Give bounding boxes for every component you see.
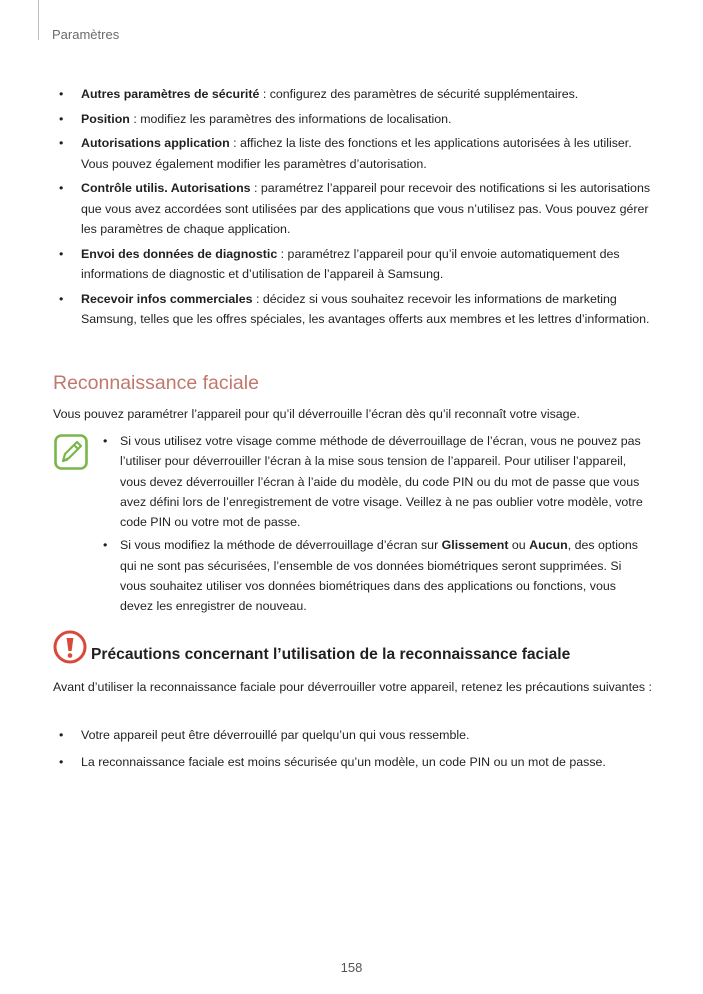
- bullet-mark: •: [103, 538, 108, 553]
- item-term: Contrôle utilis. Autorisations: [81, 181, 251, 195]
- page-number: 158: [340, 960, 363, 975]
- item-term: Envoi des données de diagnostic: [81, 246, 278, 261]
- list-item: [57, 725, 657, 746]
- bullet-mark: •: [59, 87, 64, 101]
- bullet-mark: •: [59, 136, 64, 150]
- option-glissement: Glissement: [441, 538, 509, 553]
- item-term: Position: [81, 111, 130, 126]
- warning-bullet-list: [57, 725, 657, 778]
- bullet-mark: •: [59, 181, 64, 195]
- list-item: [57, 84, 657, 105]
- bullet-mark: •: [59, 754, 64, 769]
- item-text: : paramétrez l’appareil pour qu’il envoie automatiquement des informations de diagnostic et d’utilisation de l’appareil à Samsung.: [81, 246, 620, 281]
- page-header: Paramètres: [52, 27, 120, 42]
- bullet-mark: •: [103, 434, 108, 448]
- option-aucun: Aucun: [529, 538, 568, 553]
- corner-crop-line: [38, 0, 39, 40]
- item-text: : affichez la liste des fonctions et les applications autorisées à les utiliser. Vous pouvez également modifier les paramètres d’autorisation.: [81, 136, 632, 171]
- bullet-mark: •: [59, 291, 64, 306]
- item-text: : décidez si vous souhaitez recevoir les informations de marketing Samsung, telles que les offres spéciales, les avantages offerts aux membres et les lettres d’information.: [81, 291, 650, 326]
- note-text: ou: [508, 538, 530, 553]
- bullet-mark: •: [59, 246, 64, 261]
- item-text: : modifiez les paramètres des informations de localisation.: [129, 111, 452, 126]
- warning-intro: Avant d’utiliser la reconnaissance faciale pour déverrouiller votre appareil, retenez les précautions suivantes :: [53, 680, 652, 694]
- list-item: [57, 178, 657, 240]
- note-text: Si vous modifiez la méthode de déverrouillage d’écran sur: [120, 538, 442, 553]
- warning-icon: [53, 630, 87, 664]
- list-item: [57, 752, 657, 773]
- note-text: Si vous utilisez votre visage comme méthode de déverrouillage de l’écran, vous ne pouvez pas l’utiliser pour déverrouiller l’écran à la mise sous tension de l’appareil. Pour utiliser l’appareil, vous devez déverrouiller l’écran à l’aide du modèle, du code PIN ou du mot de passe que vous avez défini lors de l’enregistrement de votre visage. Veillez à ne pas oublier votre modèle, votre code PIN ou votre mot de passe.: [120, 434, 643, 530]
- note-bullet-list: [103, 431, 643, 620]
- list-item: [103, 535, 643, 616]
- bullet-mark: •: [59, 111, 64, 126]
- item-term: Autres paramètres de sécurité: [81, 87, 260, 101]
- note-pencil-icon: [54, 434, 88, 470]
- item-text: : paramétrez l’appareil pour recevoir des notifications si les autorisations que vous avez accordées sont utilisées par des applications que vous n’utilisez pas. Vous pouvez gérer les paramètres de chaque application.: [81, 181, 651, 236]
- item-term: Recevoir infos commerciales: [81, 291, 253, 306]
- settings-bullet-list: [57, 84, 657, 334]
- list-item: [103, 431, 643, 532]
- item-term: Autorisations application: [81, 136, 230, 150]
- bullet-mark: •: [59, 728, 64, 742]
- list-item: [57, 109, 657, 130]
- list-item: [57, 244, 657, 285]
- list-item: [57, 133, 657, 174]
- item-text: : configurez des paramètres de sécurité supplémentaires.: [259, 87, 579, 101]
- warning-text: La reconnaissance faciale est moins sécurisée qu’un modèle, un code PIN ou un mot de passe.: [81, 754, 606, 769]
- warning-text: Votre appareil peut être déverrouillé par quelqu’un qui vous ressemble.: [81, 728, 470, 742]
- list-item: [57, 289, 657, 330]
- section-title: Reconnaissance faciale: [53, 372, 259, 394]
- warning-title: Précautions concernant l’utilisation de la reconnaissance faciale: [91, 646, 571, 663]
- section-intro: Vous pouvez paramétrer l’appareil pour qu’il déverrouille l’écran dès qu’il reconnaît votre visage.: [53, 407, 580, 421]
- note-text: , des options qui ne sont pas sécurisées, l’ensemble de vos données biométriques seront supprimées. Si vous souhaitez utiliser vos données biométriques dans des applications ou fonctions, vous devez les enregistrer de nouveau.: [120, 538, 638, 614]
